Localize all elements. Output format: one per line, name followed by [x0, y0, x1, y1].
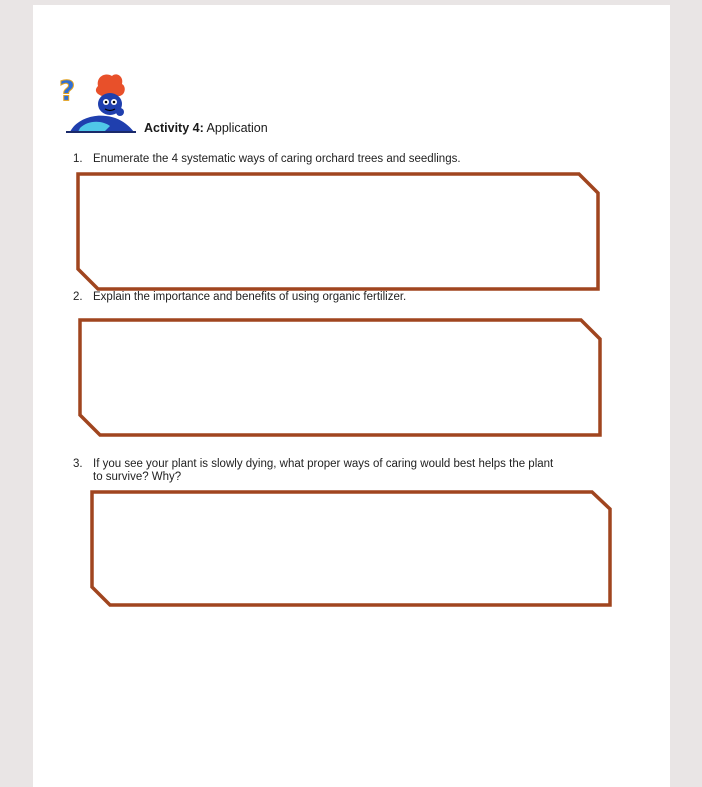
question-text-line1: If you see your plant is slowly dying, what proper ways of caring would best helps the plant — [93, 458, 554, 470]
svg-text:?: ? — [59, 74, 76, 107]
thinking-character-icon — [56, 70, 138, 138]
question-number: 3. — [73, 458, 83, 470]
answer-box-1[interactable] — [72, 170, 604, 294]
activity-heading — [144, 121, 268, 135]
answer-box-2[interactable] — [74, 316, 606, 440]
question-3 — [73, 458, 643, 486]
question-1 — [73, 153, 633, 167]
question-text: Enumerate the 4 systematic ways of caring orchard trees and seedlings. — [93, 153, 461, 165]
question-text: Explain the importance and benefits of using organic fertilizer. — [93, 291, 407, 303]
question-number: 2. — [73, 291, 83, 303]
answer-box-3[interactable] — [86, 488, 616, 612]
question-2 — [73, 291, 633, 305]
activity-title: Application — [206, 121, 268, 135]
question-text-line2: to survive? Why? — [93, 471, 182, 483]
question-number: 1. — [73, 153, 83, 165]
activity-label: Activity 4: — [144, 121, 204, 135]
